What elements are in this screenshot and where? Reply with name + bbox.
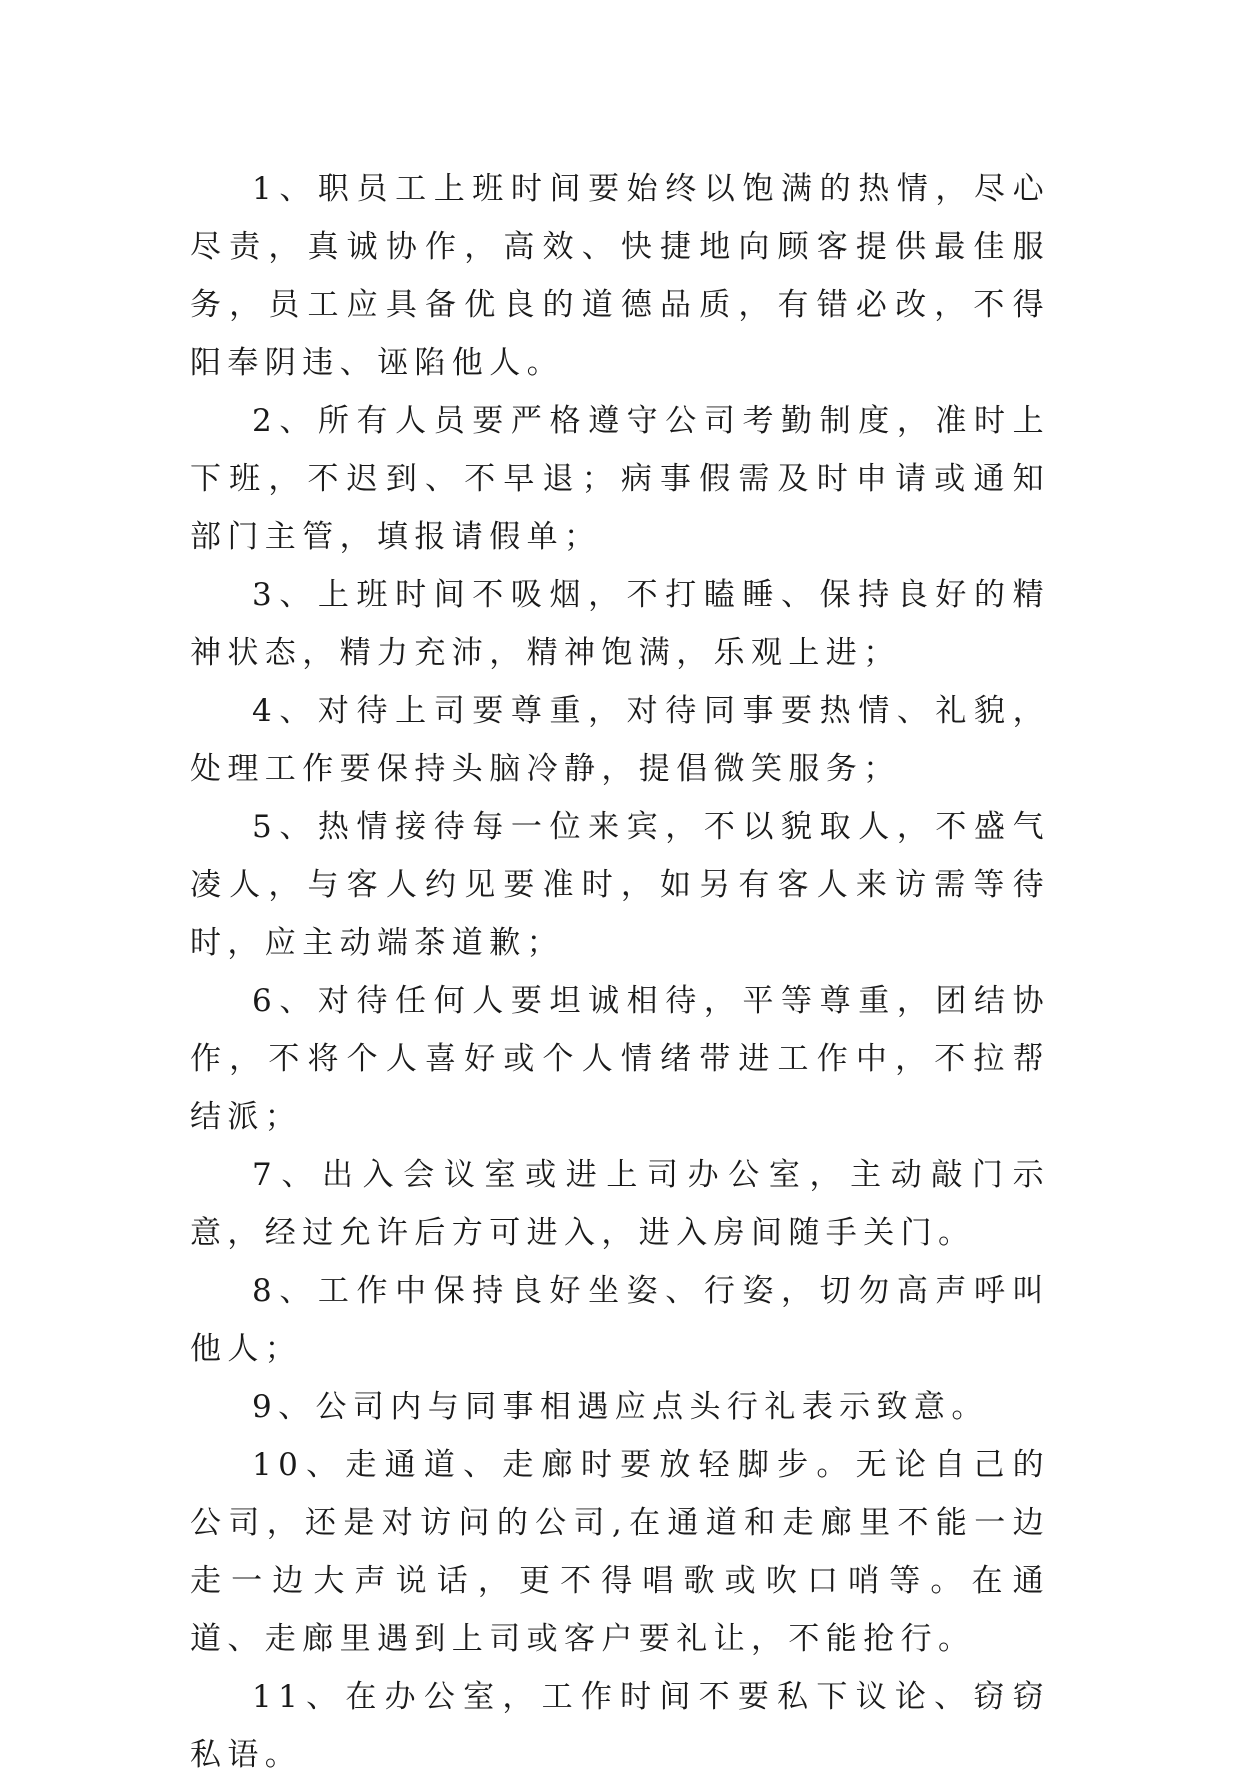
- rule-paragraph-9: 9、公司内与同事相遇应点头行礼表示致意。: [252, 1389, 989, 1425]
- rule-paragraph-10: 10、走通道、走廊时要放轻脚步。无论自己的公司，还是对访问的公司,在通道和走廊里不能一边走一边大声说话，更不得唱歌或吹口哨等。在通道、走廊里遇到上司或客户要礼让，不能抢行。: [190, 1447, 1050, 1657]
- rule-paragraph-7: 7、出入会议室或进上司办公室，主动敲门示意，经过允许后方可进入，进入房间随手关门。: [190, 1157, 1050, 1251]
- document-page: [190, 160, 1050, 1784]
- rule-paragraph-2: 2、所有人员要严格遵守公司考勤制度，准时上下班，不迟到、不早退；病事假需及时申请或通知部门主管，填报请假单；: [190, 403, 1050, 555]
- rule-paragraph-11: 11、在办公室，工作时间不要私下议论、窃窃私语。: [190, 1679, 1050, 1773]
- rule-paragraph-3: 3、上班时间不吸烟，不打瞌睡、保持良好的精神状态，精力充沛，精神饱满，乐观上进；: [190, 577, 1050, 671]
- rule-paragraph-1: 1、职员工上班时间要始终以饱满的热情，尽心尽责，真诚协作，高效、快捷地向顾客提供最佳服务，员工应具备优良的道德品质，有错必改，不得阳奉阴违、诬陷他人。: [190, 171, 1050, 381]
- rule-paragraph-6: 6、对待任何人要坦诚相待，平等尊重，团结协作，不将个人喜好或个人情绪带进工作中，不拉帮结派；: [190, 983, 1050, 1135]
- rule-paragraph-5: 5、热情接待每一位来宾，不以貌取人，不盛气凌人，与客人约见要准时，如另有客人来访需等待时，应主动端茶道歉；: [190, 809, 1050, 961]
- rule-paragraph-8: 8、工作中保持良好坐姿、行姿，切勿高声呼叫他人；: [190, 1273, 1050, 1367]
- rule-paragraph-4: 4、对待上司要尊重，对待同事要热情、礼貌，处理工作要保持头脑冷静，提倡微笑服务；: [190, 693, 1050, 787]
